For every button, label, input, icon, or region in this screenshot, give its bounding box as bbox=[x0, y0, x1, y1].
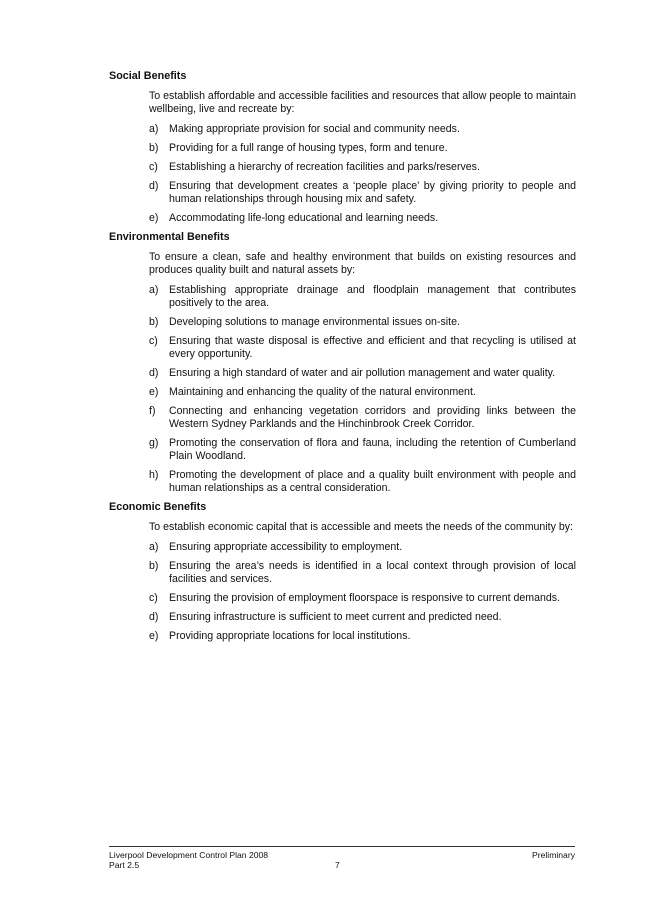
list-item bbox=[149, 161, 576, 174]
footer-row-bottom bbox=[109, 860, 575, 870]
item-text: Promoting the development of place and a quality built environment with people and human relationships as a central consideration. bbox=[169, 469, 576, 494]
item-text: Ensuring that development creates a ‘people place’ by giving priority to people and human relationships through housing mix and safety. bbox=[169, 180, 576, 205]
item-letter: e) bbox=[149, 630, 159, 642]
item-text: Accommodating life-long educational and learning needs. bbox=[169, 212, 439, 224]
item-letter: d) bbox=[149, 611, 159, 623]
item-letter: f) bbox=[149, 405, 156, 417]
item-letter: e) bbox=[149, 212, 159, 224]
item-text: Providing for a full range of housing types, form and tenure. bbox=[169, 142, 448, 154]
list-item bbox=[149, 469, 576, 495]
item-text: Establishing appropriate drainage and floodplain management that contributes positively to the area. bbox=[169, 284, 576, 309]
list-item bbox=[149, 123, 576, 136]
list-item bbox=[149, 611, 576, 624]
item-letter: b) bbox=[149, 316, 159, 328]
item-text: Ensuring the area’s needs is identified in a local context through provision of local facilities and services. bbox=[169, 560, 576, 585]
footer-row-top bbox=[109, 850, 575, 860]
footer-status: Preliminary bbox=[532, 850, 575, 860]
section-intro: To establish affordable and accessible facilities and resources that allow people to maintain wellbeing, live and recreate by: bbox=[149, 90, 576, 115]
footer-part: Part 2.5 bbox=[109, 860, 140, 870]
section-intro: To establish economic capital that is accessible and meets the needs of the community by: bbox=[149, 521, 573, 533]
item-text: Providing appropriate locations for local institutions. bbox=[169, 630, 411, 642]
list-item bbox=[149, 335, 576, 361]
list-item bbox=[149, 142, 576, 155]
item-letter: c) bbox=[149, 335, 158, 347]
item-letter: a) bbox=[149, 123, 159, 135]
item-letter: c) bbox=[149, 592, 158, 604]
item-letter: g) bbox=[149, 437, 159, 449]
item-text: Ensuring the provision of employment floorspace is responsive to current demands. bbox=[169, 592, 560, 604]
list-item bbox=[149, 386, 576, 399]
item-letter: h) bbox=[149, 469, 159, 481]
item-text: Ensuring infrastructure is sufficient to meet current and predicted need. bbox=[169, 611, 502, 623]
item-letter: b) bbox=[149, 560, 159, 572]
list-item bbox=[149, 592, 576, 605]
list-item bbox=[149, 367, 576, 380]
item-text: Ensuring appropriate accessibility to employment. bbox=[169, 541, 403, 553]
list-item bbox=[149, 541, 576, 554]
page-number: 7 bbox=[335, 860, 340, 870]
item-letter: d) bbox=[149, 367, 159, 379]
item-letter: e) bbox=[149, 386, 159, 398]
item-text: Developing solutions to manage environmental issues on-site. bbox=[169, 316, 460, 328]
section-heading: Social Benefits bbox=[109, 70, 187, 82]
document-body bbox=[109, 70, 576, 649]
item-letter: b) bbox=[149, 142, 159, 154]
list-item bbox=[149, 560, 576, 586]
list-item bbox=[149, 437, 576, 463]
item-text: Establishing a hierarchy of recreation facilities and parks/reserves. bbox=[169, 161, 480, 173]
item-text: Maintaining and enhancing the quality of the natural environment. bbox=[169, 386, 476, 398]
item-text: Promoting the conservation of flora and fauna, including the retention of Cumberland Plain Woodland. bbox=[169, 437, 576, 462]
item-text: Making appropriate provision for social and community needs. bbox=[169, 123, 460, 135]
list-item bbox=[149, 212, 576, 225]
page-footer bbox=[109, 846, 575, 870]
list-item bbox=[149, 630, 576, 643]
footer-doc-title: Liverpool Development Control Plan 2008 bbox=[109, 850, 269, 860]
social-benefits-section bbox=[109, 70, 576, 225]
item-letter: a) bbox=[149, 284, 159, 296]
list-item bbox=[149, 316, 576, 329]
item-text: Connecting and enhancing vegetation corridors and providing links between the Western Sydney Parklands and the Hinchinbrook Creek Corridor. bbox=[169, 405, 576, 430]
environmental-benefits-section bbox=[109, 231, 576, 495]
section-intro: To ensure a clean, safe and healthy environment that builds on existing resources and produces quality built and natural assets by: bbox=[149, 251, 576, 276]
list-item bbox=[149, 405, 576, 431]
item-letter: c) bbox=[149, 161, 158, 173]
section-heading: Economic Benefits bbox=[109, 501, 207, 513]
section-heading: Environmental Benefits bbox=[109, 231, 230, 243]
item-letter: a) bbox=[149, 541, 159, 553]
item-letter: d) bbox=[149, 180, 159, 192]
item-text: Ensuring that waste disposal is effective and efficient and that recycling is utilised at every opportunity. bbox=[169, 335, 576, 360]
list-item bbox=[149, 180, 576, 206]
list-item bbox=[149, 284, 576, 310]
item-text: Ensuring a high standard of water and air pollution management and water quality. bbox=[169, 367, 556, 379]
economic-benefits-section bbox=[109, 501, 576, 643]
